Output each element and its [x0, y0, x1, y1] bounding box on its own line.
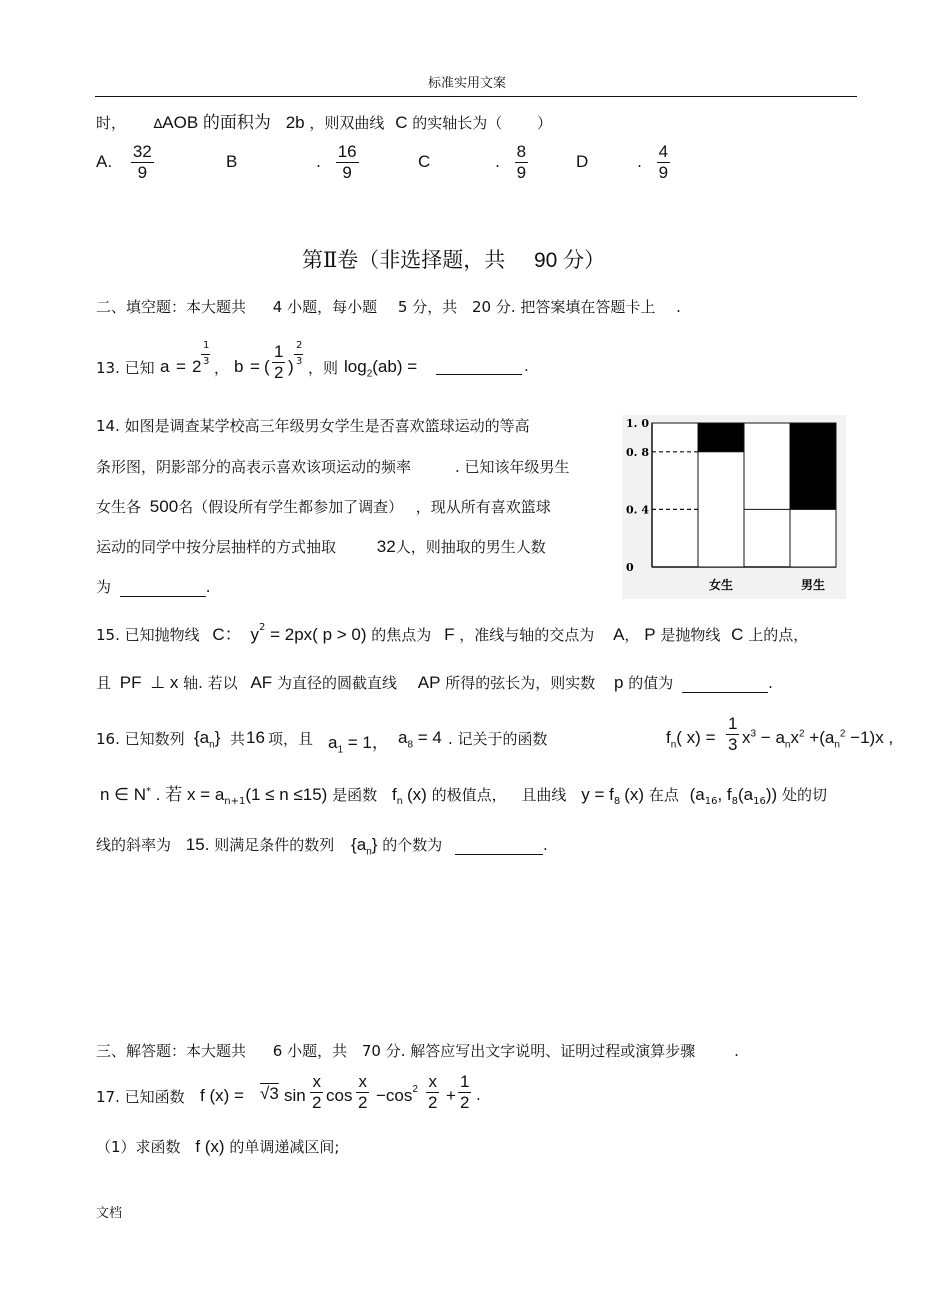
answer-blank-16[interactable] — [455, 836, 543, 855]
question-15-line-1: 15. 已知抛物线 C： $y^2 = 2px$( p > 0) 的焦点为 F ，准线与轴的交点为 A， P 是抛物线 C 上的点， — [96, 622, 809, 644]
paren-open: ( — [264, 357, 270, 376]
option-b: B . $\frac{16}{9}$ — [226, 142, 357, 182]
question-14-line-4: 运动的同学中按分层抽样的方式抽取 32人，则抽取的男生人数 — [96, 537, 546, 556]
part-2-instructions: 二、填空题：本大题共 4 小题，每小题 5 分，共 20 分. 把答案填在答题卡上 . — [96, 298, 681, 316]
x-over-2-fraction: $\frac{x}{2}$ — [358, 1072, 368, 1112]
bar-segment — [698, 423, 744, 452]
question-16-line-2: n ∈ N* . 若 $x = a_{n+1}(1 \le n \le 15)$ 是函数 $f_n$ (x) 的极值点， 且曲线 $y = f_8$ (x) 在点 ($a_{16}$, $f_8(a_{16})$) 处的切 — [100, 785, 827, 807]
x-tick-label: 男生 — [800, 578, 826, 592]
question-14-line-1: 14. 如图是调查某学校高三年级男女学生是否喜欢篮球运动的等高 — [96, 417, 530, 435]
q16-one-third-fraction: $\frac{1}{3}$ — [728, 714, 738, 754]
part-2-title: 第Ⅱ卷（非选择题，共 90 分） — [302, 248, 606, 272]
y-tick-label: 1. 0 — [626, 417, 649, 430]
empty-column — [744, 423, 790, 567]
stacked-bar-chart — [622, 415, 846, 599]
answer-blank-14[interactable] — [120, 578, 206, 597]
q13-base-fraction: $\frac{1}{2}$ — [274, 342, 284, 382]
question-17-part-1: （1）求函数 f (x) 的单调递减区间; — [96, 1137, 340, 1156]
option-c-fraction: $\frac{8}{9}$ — [516, 142, 527, 182]
question-12-tail: 时， ∆AOB 的面积为 2b ，则双曲线 C 的实轴长为（ ） — [96, 113, 553, 132]
answer-blank-15[interactable] — [682, 674, 768, 693]
part-3-instructions: 三、解答题：本大题共 6 小题，共 70 分. 解答应写出文字说明、证明过程或演算步骤 . — [96, 1042, 739, 1060]
header-rule — [95, 96, 857, 97]
bar-segment — [790, 423, 836, 509]
one-half-fraction: $\frac{1}{2}$ — [460, 1072, 470, 1112]
option-d: D . $\frac{4}{9}$ — [576, 142, 669, 182]
option-d-fraction: $\frac{4}{9}$ — [658, 142, 669, 182]
option-b-fraction: $\frac{16}{9}$ — [337, 142, 357, 182]
question-14-line-2: 条形图，阴影部分的高表示喜欢该项运动的频率 . 已知该年级男生 — [96, 458, 570, 476]
option-a-fraction: $\frac{32}{9}$ — [132, 142, 152, 182]
page-header: 标准实用文案 — [428, 76, 507, 91]
triangle-icon: ∆ — [153, 117, 163, 132]
exponent-fraction-bar — [201, 354, 210, 355]
question-15-line-2: 且 PF ⊥ x 轴. 若以 AF 为直径的圆截直线 AP 所得的弦长为，则实数 p 的值为 . — [96, 673, 773, 692]
exponent-fraction-bar — [294, 354, 303, 355]
x-tick-label: 女生 — [708, 578, 734, 592]
bar-segment — [698, 452, 744, 567]
y-tick-label: 0 — [626, 561, 634, 574]
x-over-2-fraction: $\frac{x}{2}$ — [428, 1072, 438, 1112]
y-tick-label: 0. 4 — [626, 503, 649, 517]
page-footer: 文档 — [96, 1206, 123, 1221]
question-14-line-3: 女生各 500名（假设所有学生都参加了调查） ，现从所有喜欢篮球 — [96, 497, 551, 516]
y-tick-label: 0. 8 — [626, 445, 649, 459]
option-a: A. $\frac{32}{9}$ — [96, 142, 152, 182]
question-16-line-3: 线的斜率为 15. 则满足条件的数列 $\{a_n\}$ 的个数为 . — [96, 835, 548, 858]
x-over-2-fraction: $\frac{x}{2}$ — [312, 1072, 322, 1112]
answer-blank-13[interactable] — [436, 374, 522, 375]
empty-column — [652, 423, 698, 567]
bar-segment — [790, 509, 836, 567]
question-14-line-5: 为 . — [96, 578, 211, 596]
option-c: C . $\frac{8}{9}$ — [418, 142, 527, 182]
paren-close: ) — [288, 357, 294, 376]
